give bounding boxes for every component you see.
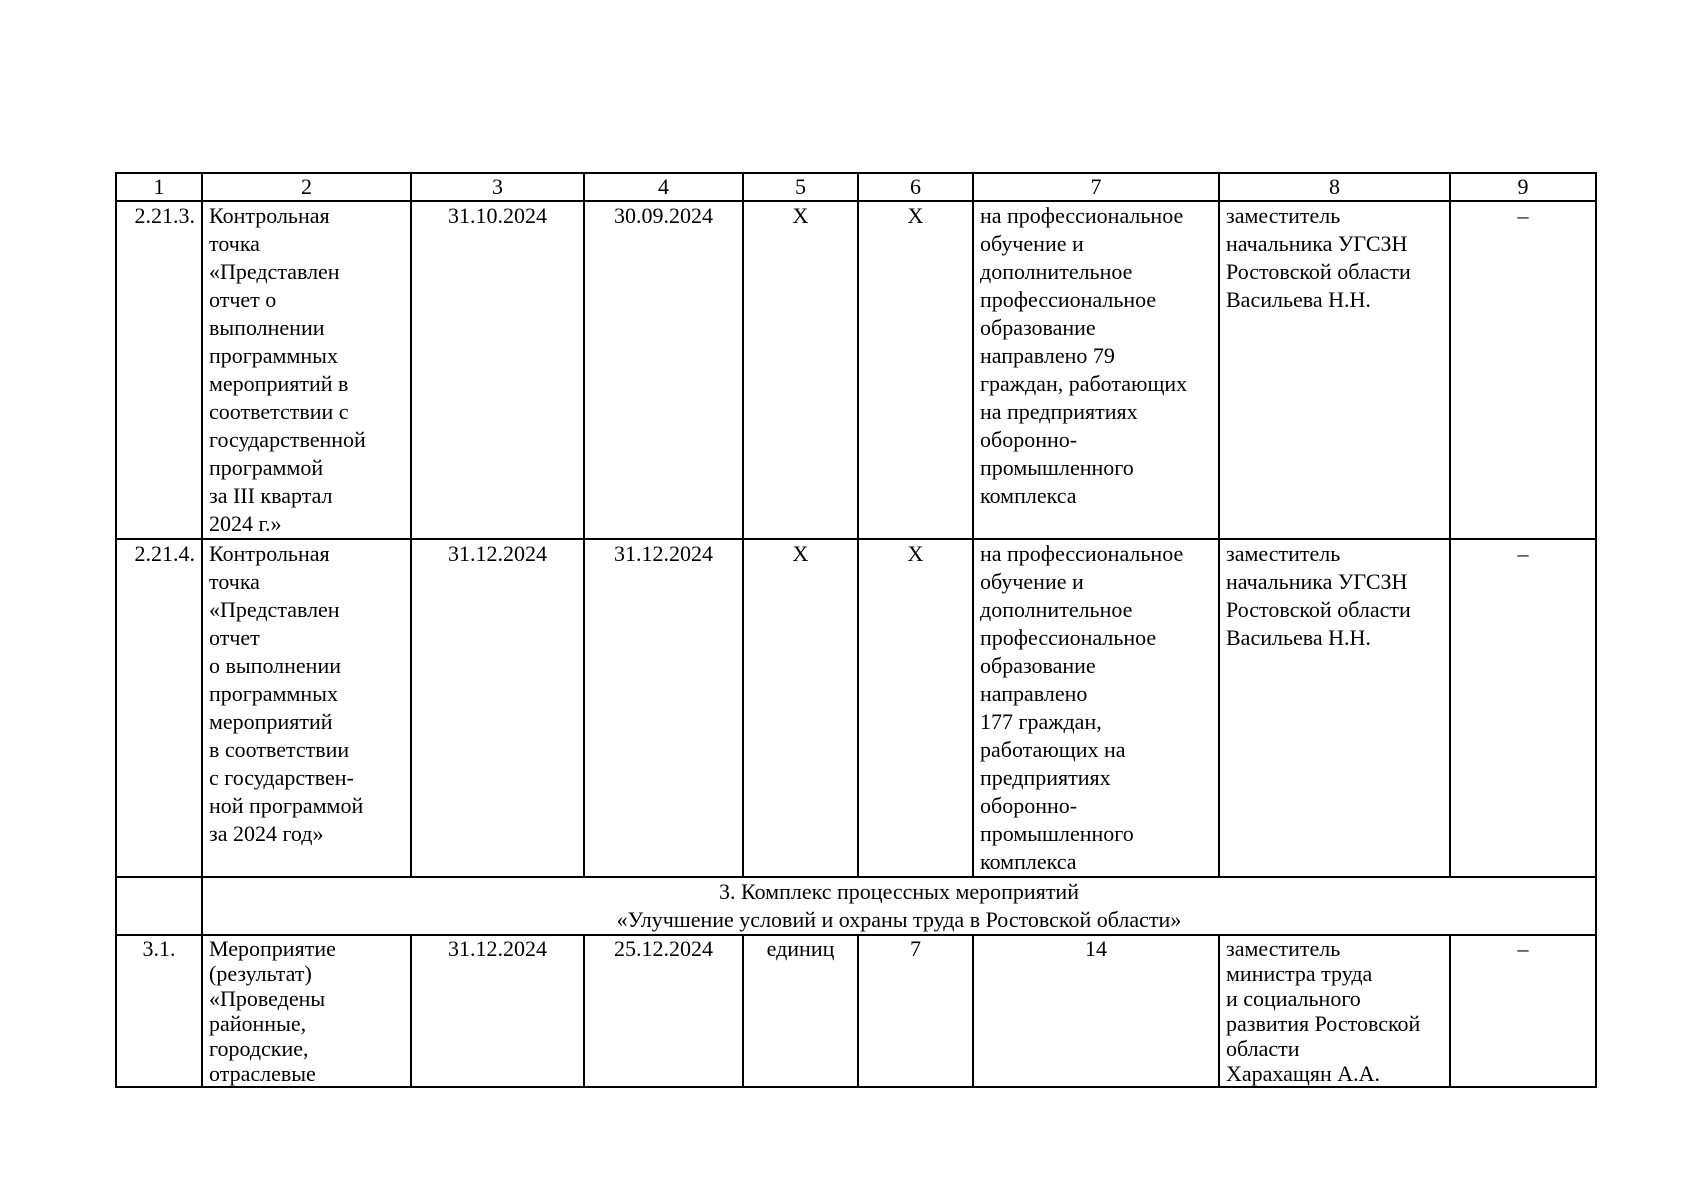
result-value: 14 xyxy=(973,935,1219,1087)
item-name: Мероприятие (результат) «Проведены районные, городские, отраслевые xyxy=(202,935,411,1087)
header-cell: 2 xyxy=(202,173,411,201)
document-table xyxy=(115,172,1597,1088)
result-text: на профессиональное обучение и дополнительное профессиональное образование направлено 79 граждан, работающих на предприятиях оборонно- промышленного комплекса xyxy=(973,201,1219,539)
item-name: Контрольная точка «Представлен отчет о выполнении программных мероприятий в соответствии с государственной программой за III квартал 2024 г.» xyxy=(202,201,411,539)
date-plan: 31.12.2024 xyxy=(411,935,584,1087)
value-cell: Х xyxy=(858,201,973,539)
section-heading: 3. Комплекс процессных мероприятий «Улучшение условий и охраны труда в Ростовской области» xyxy=(202,877,1596,935)
value-cell: 7 xyxy=(858,935,973,1087)
unit-cell: Х xyxy=(743,201,858,539)
responsible-person: заместитель начальника УГСЗН Ростовской области Васильева Н.Н. xyxy=(1219,201,1450,539)
header-cell: 5 xyxy=(743,173,858,201)
note-cell: – xyxy=(1450,201,1596,539)
date-plan: 31.10.2024 xyxy=(411,201,584,539)
header-cell: 1 xyxy=(116,173,202,201)
header-cell: 3 xyxy=(411,173,584,201)
row-number: 3.1. xyxy=(116,935,202,1087)
item-name: Контрольная точка «Представлен отчет о выполнении программных мероприятий в соответствии с государствен- ной программой за 2024 год» xyxy=(202,539,411,877)
value-cell: Х xyxy=(858,539,973,877)
section-row xyxy=(116,877,1596,935)
header-cell: 8 xyxy=(1219,173,1450,201)
header-cell: 7 xyxy=(973,173,1219,201)
table-row xyxy=(116,201,1596,539)
header-row xyxy=(116,173,1596,201)
table-row xyxy=(116,935,1596,1087)
header-cell: 4 xyxy=(584,173,743,201)
header-cell: 9 xyxy=(1450,173,1596,201)
date-fact: 25.12.2024 xyxy=(584,935,743,1087)
row-number: 2.21.3. xyxy=(116,201,202,539)
responsible-person: заместитель начальника УГСЗН Ростовской области Васильева Н.Н. xyxy=(1219,539,1450,877)
date-fact: 30.09.2024 xyxy=(584,201,743,539)
date-fact: 31.12.2024 xyxy=(584,539,743,877)
unit-cell: единиц xyxy=(743,935,858,1087)
table-row xyxy=(116,539,1596,877)
date-plan: 31.12.2024 xyxy=(411,539,584,877)
result-text: на профессиональное обучение и дополнительное профессиональное образование направлено 177 граждан, работающих на предприятиях оборонно- промышленного комплекса xyxy=(973,539,1219,877)
unit-cell: Х xyxy=(743,539,858,877)
responsible-person: заместитель министра труда и социального развития Ростовской области Харахащян А.А. xyxy=(1219,935,1450,1087)
note-cell: – xyxy=(1450,539,1596,877)
row-number: 2.21.4. xyxy=(116,539,202,877)
section-empty-cell xyxy=(116,877,202,935)
note-cell: – xyxy=(1450,935,1596,1087)
header-cell: 6 xyxy=(858,173,973,201)
